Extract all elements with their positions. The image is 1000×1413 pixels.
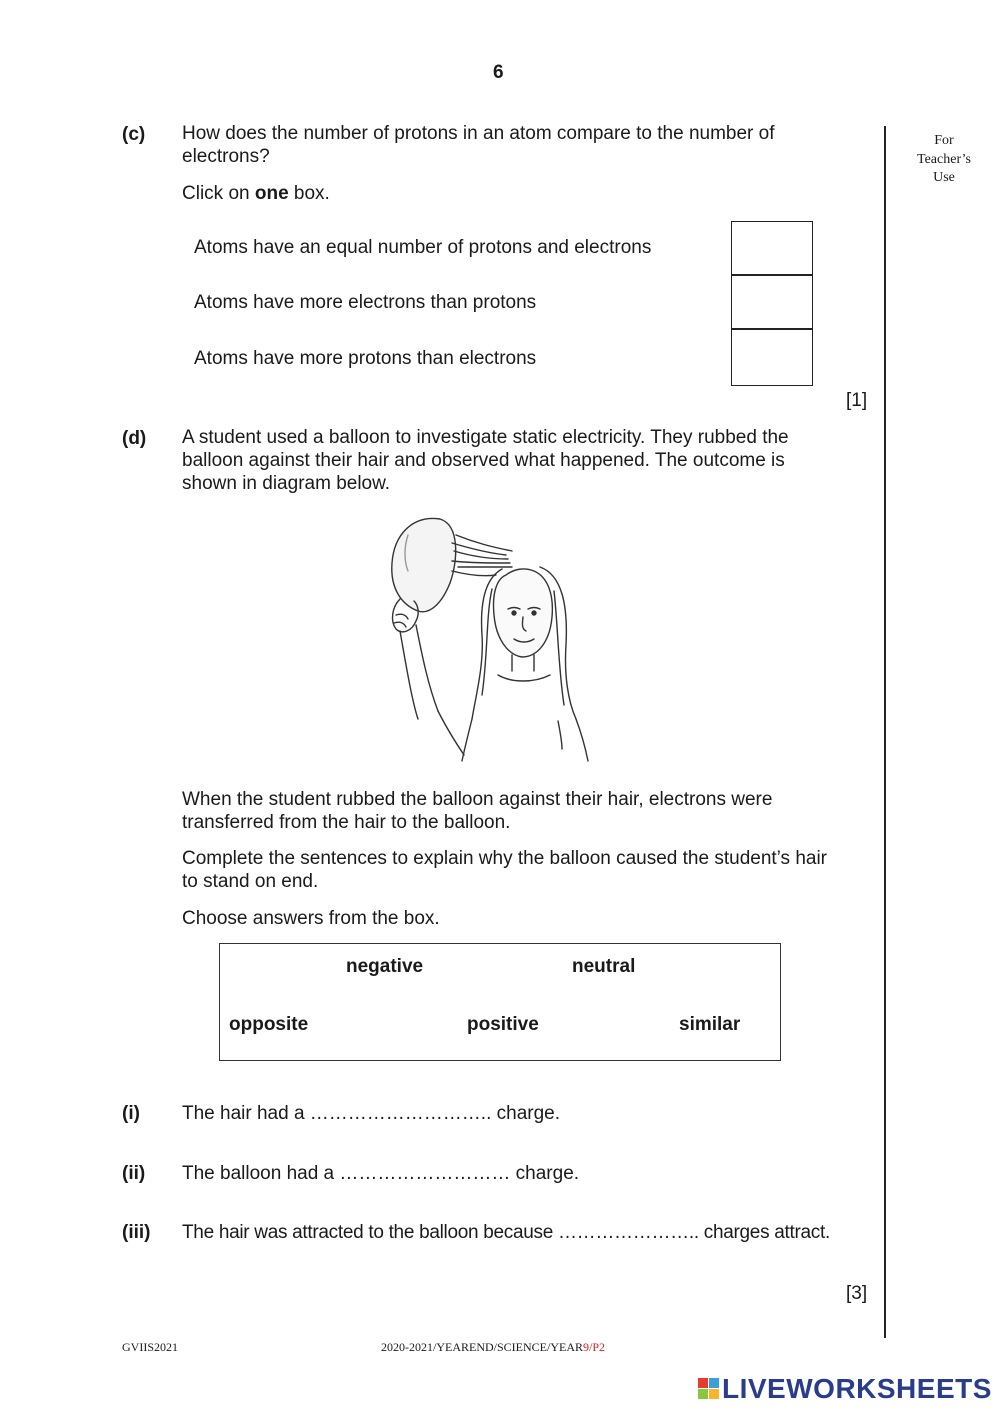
para-line: When the student rubbed the balloon against their hair, electrons were (182, 789, 773, 810)
question-line: electrons? (182, 146, 270, 167)
intro-line: balloon against their hair and observed what happened. The outcome is (182, 450, 785, 471)
question-line: How does the number of protons in an atom compare to the number of (182, 123, 775, 144)
footer-reference: 2020-2021/YEAREND/SCIENCE/YEAR9/P2 (381, 1340, 606, 1354)
intro-line: shown in diagram below. (182, 473, 391, 494)
answer-checkbox-more-protons[interactable] (731, 329, 813, 386)
option-label-2: Atoms have more electrons than protons (194, 292, 537, 313)
intro-line: A student used a balloon to investigate static electricity. They rubbed the (182, 427, 789, 448)
margin-note-line: For (934, 133, 954, 148)
sub-question-label: (i) (122, 1103, 140, 1124)
sub-question-label: (ii) (122, 1163, 146, 1184)
para-instructions (182, 847, 827, 893)
word-option[interactable]: neutral (572, 956, 636, 977)
para-choose: Choose answers from the box. (182, 908, 440, 929)
sub-question-text[interactable]: The hair was attracted to the balloon because ………………….. charges attract. (182, 1222, 830, 1243)
para-electrons (182, 788, 772, 834)
part-d-intro (182, 426, 789, 495)
margin-note-line: Teacher’s (917, 151, 971, 167)
word-option[interactable]: negative (346, 956, 424, 977)
sub-question-label: (iii) (122, 1222, 151, 1243)
liveworksheets-watermark: LIVEWORKSHEETS (722, 1373, 992, 1404)
part-d-label: (d) (122, 428, 147, 449)
sub-question-text[interactable]: The hair had a ……………………….. charge. (182, 1103, 561, 1124)
part-c-question (182, 122, 775, 168)
para-line: transferred from the hair to the balloon. (182, 812, 511, 833)
word-option[interactable]: similar (679, 1014, 741, 1035)
part-c-label: (c) (122, 124, 146, 145)
teacher-use-note (900, 132, 988, 188)
word-option[interactable]: opposite (229, 1014, 309, 1035)
answer-word-box (219, 943, 781, 1061)
student-balloon-illustration (372, 505, 630, 763)
marks-c: [1] (846, 390, 868, 411)
margin-note-line: Use (933, 170, 955, 185)
answer-checkbox-more-electrons[interactable] (731, 275, 813, 329)
sub-question-text[interactable]: The balloon had a ……………………… charge. (182, 1163, 580, 1184)
para-line: to stand on end. (182, 871, 319, 892)
word-option[interactable]: positive (467, 1014, 539, 1035)
answer-checkbox-equal[interactable] (731, 221, 813, 275)
margin-divider (884, 126, 886, 1338)
option-label-1: Atoms have an equal number of protons and electrons (194, 237, 652, 258)
page-number: 6 (493, 62, 504, 83)
part-c-instruction: Click on one box. (182, 183, 330, 204)
marks-d: [3] (846, 1283, 868, 1304)
liveworksheets-logo-icon (698, 1378, 720, 1400)
para-line: Complete the sentences to explain why the balloon caused the student’s hair (182, 848, 828, 869)
option-label-3: Atoms have more protons than electrons (194, 348, 537, 369)
footer-code: GVIIS2021 (122, 1340, 178, 1354)
